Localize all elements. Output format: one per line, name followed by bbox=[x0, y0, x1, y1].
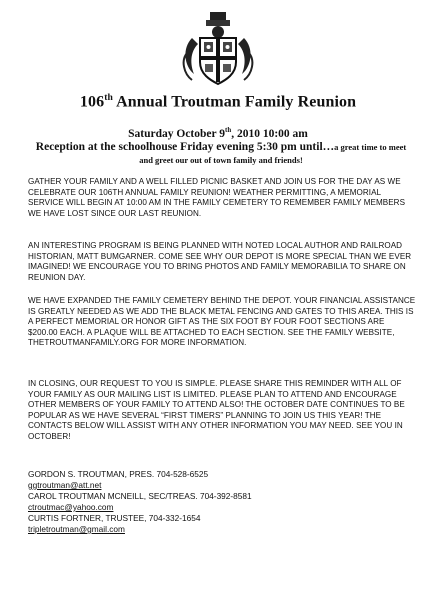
reception-small: a great time to meet and greet our out of town family and friends! bbox=[139, 142, 407, 165]
contact-email-link[interactable]: tripletroutman@gmail.com bbox=[28, 524, 125, 534]
date-rest: , 2010 10:00 am bbox=[231, 127, 308, 140]
paragraph-closing: IN CLOSING, OUR REQUEST TO YOU IS SIMPLE. PLEASE SHARE THIS REMINDER WITH ALL OF YOUR FAMILY AS OUR MAILING LIST IS LIMITED. PLEASE PLAN TO ATTEND AND ENCOURAGE OTHER MEMBERS OF YOUR FAMILY TO ATTEND ALSO! THE OCTOBER DATE CONTINUES TO BE POPULAR AS WE HAVE SEVERAL “FIRST TIMERS” PLANNING TO JOIN US THIS YEAR! THE CONTACTS BELOW WILL ASSIST WITH ANY OTHER INFORMATION YOU MAY NEED. SEE YOU IN OCTOBER! bbox=[28, 379, 405, 441]
paragraph-program: AN INTERESTING PROGRAM IS BEING PLANNED WITH NOTED LOCAL AUTHOR AND RAILROAD HISTORIAN, MATT BUMGARNER. COME SEE WHY OUR DEPOT IS MORE SPECIAL THAN WE EVER IMAGINED! WE ENCOURAGE YOU TO BRING PHOTOS AND FAMILY MEMORABILIA TO SHARE ON REUNION DAY. bbox=[28, 241, 412, 282]
paragraph-cemetery: WE HAVE EXPANDED THE FAMILY CEMETERY BEHIND THE DEPOT. YOUR FINANCIAL ASSISTANCE IS GREATLY NEEDED AS WE ADD THE BLACK METAL FENCING AND GATES TO THIS AREA. THIS IS A PERFECT MEMORIAL OR HONOR GIFT AS THE SIX FOOT BY FOUR FOOT SECTIONS ARE $200.00 EACH. A PLAQUE WILL BE ATTACHED TO EACH SECTION. SEE THE FAMILY WEBSITE, THETROUTMANFAMILY.ORG FOR MORE INFORMATION. bbox=[28, 296, 416, 348]
family-crest-icon bbox=[178, 8, 258, 88]
date-suffix: th bbox=[225, 127, 232, 134]
date-prefix: Saturday October 9 bbox=[128, 127, 226, 140]
paragraph-intro: GATHER YOUR FAMILY AND A WELL FILLED PICNIC BASKET AND JOIN US FOR THE DAY AS WE CELEBRATE OUR 106TH ANNUAL FAMILY REUNION! WEATHER PERMITTING, A MEMORIAL SERVICE WILL BEGIN AT 10:00 AM IN THE FAMILY CEMETERY TO REMEMBER FAMILY MEMBERS WE HAVE LOST SINCE OUR LAST REUNION. bbox=[28, 177, 406, 218]
contact-email-link[interactable]: ctroutmac@yahoo.com bbox=[28, 502, 114, 512]
title-number: 106 bbox=[79, 93, 105, 111]
title-rest: Annual Troutman Family Reunion bbox=[112, 93, 357, 111]
contact-email-link[interactable]: ggtroutman@att.net bbox=[28, 480, 102, 490]
contact-list bbox=[28, 469, 328, 535]
contact-line: CURTIS FORTNER, TRUSTEE, 704-332-1654 bbox=[28, 513, 201, 523]
reception-main: Reception at the schoolhouse Friday evening 5:30 pm until… bbox=[35, 141, 335, 153]
contact-line: GORDON S. TROUTMAN, PRES. 704-528-6525 bbox=[28, 469, 209, 479]
title-suffix: th bbox=[104, 92, 113, 103]
contact-line: CAROL TROUTMAN MCNEILL, SEC/TREAS. 704-392-8581 bbox=[28, 491, 252, 501]
event-date bbox=[0, 127, 436, 140]
page-title bbox=[0, 92, 436, 111]
reception-note bbox=[28, 141, 414, 167]
